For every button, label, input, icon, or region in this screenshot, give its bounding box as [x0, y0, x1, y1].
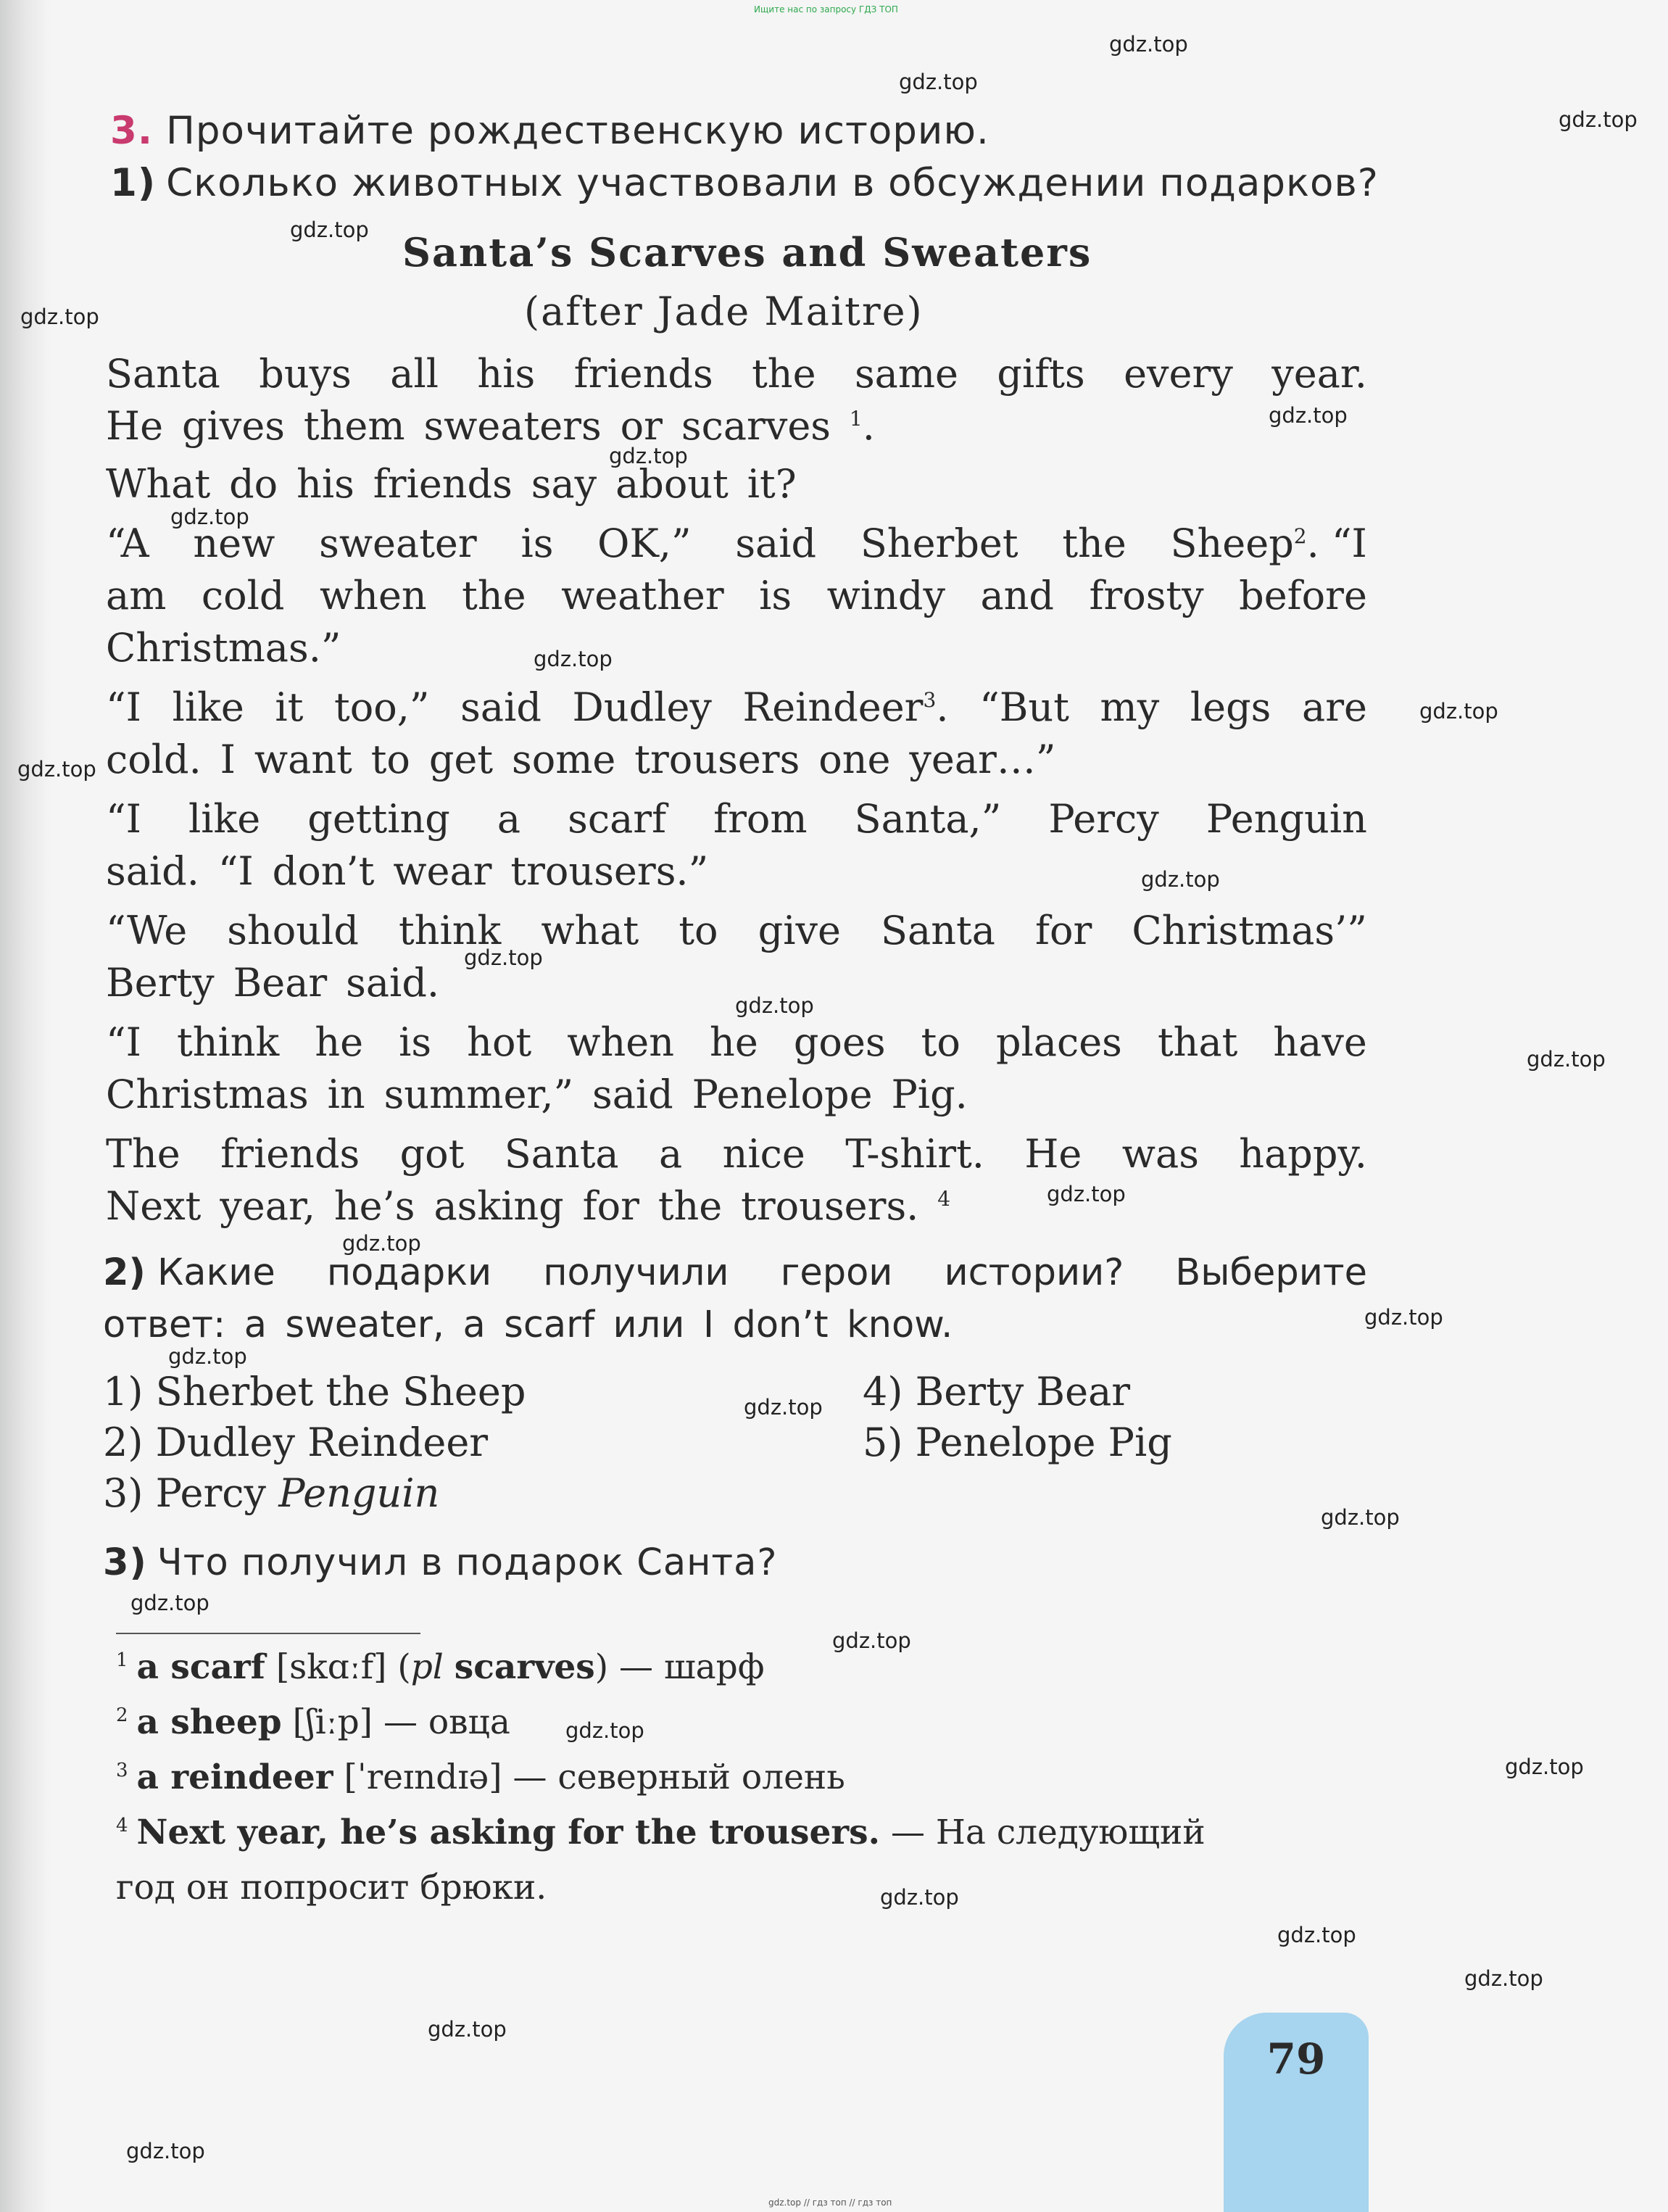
watermark: gdz.top [1321, 1505, 1400, 1530]
footnote-divider [116, 1633, 420, 1634]
watermark: gdz.top [428, 2017, 507, 2042]
watermark: gdz.top [609, 444, 688, 468]
bottom-banner: gdz.top // гдз топ // гдз топ [768, 2197, 892, 2208]
watermark: gdz.top [534, 647, 613, 671]
watermark: gdz.top [880, 1885, 959, 1910]
watermark: gdz.top [1464, 1966, 1543, 1991]
watermark: gdz.top [1559, 107, 1638, 132]
story-paragraph-1 [106, 348, 1367, 452]
watermark: gdz.top [1141, 867, 1220, 892]
footnote-ref-3: 3 [923, 688, 937, 712]
watermark: gdz.top [1047, 1182, 1126, 1206]
task-3-instruction [110, 109, 989, 153]
watermark: gdz.top [130, 1591, 209, 1615]
footnote-ref-4: 4 [937, 1187, 951, 1211]
question-1-text: Сколько животных участвовали в обсуждении подарков? [166, 161, 1379, 205]
task-number: 3. [110, 109, 154, 153]
watermark: gdz.top [735, 993, 814, 1018]
story-paragraph-8: The friends got Santa a nice T-shirt. He was happy. Next year, he’s asking for the trousers. $^4$ [106, 1131, 1367, 1229]
answer-item-2: 2) Dudley Reindeer [103, 1420, 489, 1465]
task-instruction-text: Прочитайте рождественскую историю. [166, 109, 989, 153]
watermark: gdz.top [342, 1231, 421, 1256]
footnote-2: $^2$ a sheep [ʃiːp] — овца [116, 1702, 510, 1742]
watermark: gdz.top [290, 218, 369, 242]
question-1 [110, 161, 1379, 205]
top-banner: Ищите нас по запросу ГДЗ ТОП [754, 4, 898, 15]
answer-item-4: 4) Berty Bear [863, 1369, 1131, 1414]
story-paragraph-7: “I think he is hot when he goes to places that have Christmas in summer,” said Penelope Pig. [106, 1019, 1367, 1117]
page-number: 79 [1266, 2034, 1326, 2084]
footnote-1: $^1$ a scarf [skɑːf] (pl scarves) — шарф [116, 1647, 765, 1687]
question-3-text: Что получил в подарок Санта? [157, 1541, 778, 1584]
p1-line-2: He gives them sweaters or scarves $^1$. [106, 403, 875, 449]
story-paragraph-3: “A new sweater is OK,” said Sherbet the Sheep$^2$. “I am cold when the weather is windy and frosty before Christmas.” [106, 521, 1367, 671]
story-paragraph-5: “I like getting a scarf from Santa,” Percy Penguin said. “I don’t wear trousers.” [106, 796, 1367, 894]
watermark: gdz.top [168, 1344, 247, 1369]
story-paragraph-4: “I like it too,” said Dudley Reindeer$^3$. “But my legs are cold. I want to get some trousers one year…” [106, 684, 1367, 782]
page-number-tab [1224, 2013, 1369, 2212]
question-3-number: 3) [103, 1541, 147, 1584]
watermark: gdz.top [832, 1628, 911, 1653]
watermark: gdz.top [1109, 32, 1188, 57]
watermark: gdz.top [1505, 1755, 1584, 1779]
story-title: Santa’s Scarves and Sweaters [402, 229, 1092, 276]
watermark: gdz.top [744, 1395, 823, 1420]
watermark: gdz.top [1364, 1305, 1443, 1330]
watermark: gdz.top [899, 70, 978, 94]
watermark: gdz.top [170, 505, 249, 529]
question-2-number: 2) [103, 1251, 146, 1294]
footnote-4: $^4$ Next year, he’s asking for the trousers. — На следующий [116, 1813, 1206, 1852]
footnote-3: $^3$ a reindeer [ˈreɪndɪə] — северный олень [116, 1757, 845, 1797]
watermark: gdz.top [17, 757, 96, 782]
question-1-number: 1) [110, 161, 157, 205]
footnote-ref-2: 2 [1293, 524, 1307, 548]
watermark: gdz.top [1277, 1923, 1356, 1947]
answer-item-1: 1) Sherbet the Sheep [103, 1369, 526, 1414]
p1-line-1: Santa buys all his friends the same gifts every year. [106, 351, 1367, 397]
question-2: 2) Какие подарки получили герои истории? Выберите ответ: a sweater, a scarf или I don’t know. [103, 1251, 1367, 1346]
story-paragraph-6: “We should think what to give Santa for Christmas’” Berty Bear said. [106, 908, 1367, 1006]
watermark: gdz.top [565, 1718, 644, 1743]
footnote-4-line-2: год он попросит брюки. [116, 1868, 547, 1907]
story-author: (after Jade Maitre) [524, 289, 924, 334]
question-3 [103, 1541, 777, 1584]
watermark: gdz.top [1269, 403, 1348, 428]
footnote-ref-1: 1 [849, 407, 863, 431]
answer-item-5: 5) Penelope Pig [863, 1420, 1172, 1465]
answer-item-3: 3) Percy Penguin [103, 1470, 440, 1516]
page-gutter-shadow [0, 0, 51, 2212]
watermark: gdz.top [126, 2139, 205, 2163]
watermark: gdz.top [1419, 699, 1498, 724]
story-paragraph-2: What do his friends say about it? [106, 461, 797, 507]
watermark: gdz.top [20, 305, 99, 329]
watermark: gdz.top [464, 945, 543, 970]
watermark: gdz.top [1527, 1047, 1606, 1072]
